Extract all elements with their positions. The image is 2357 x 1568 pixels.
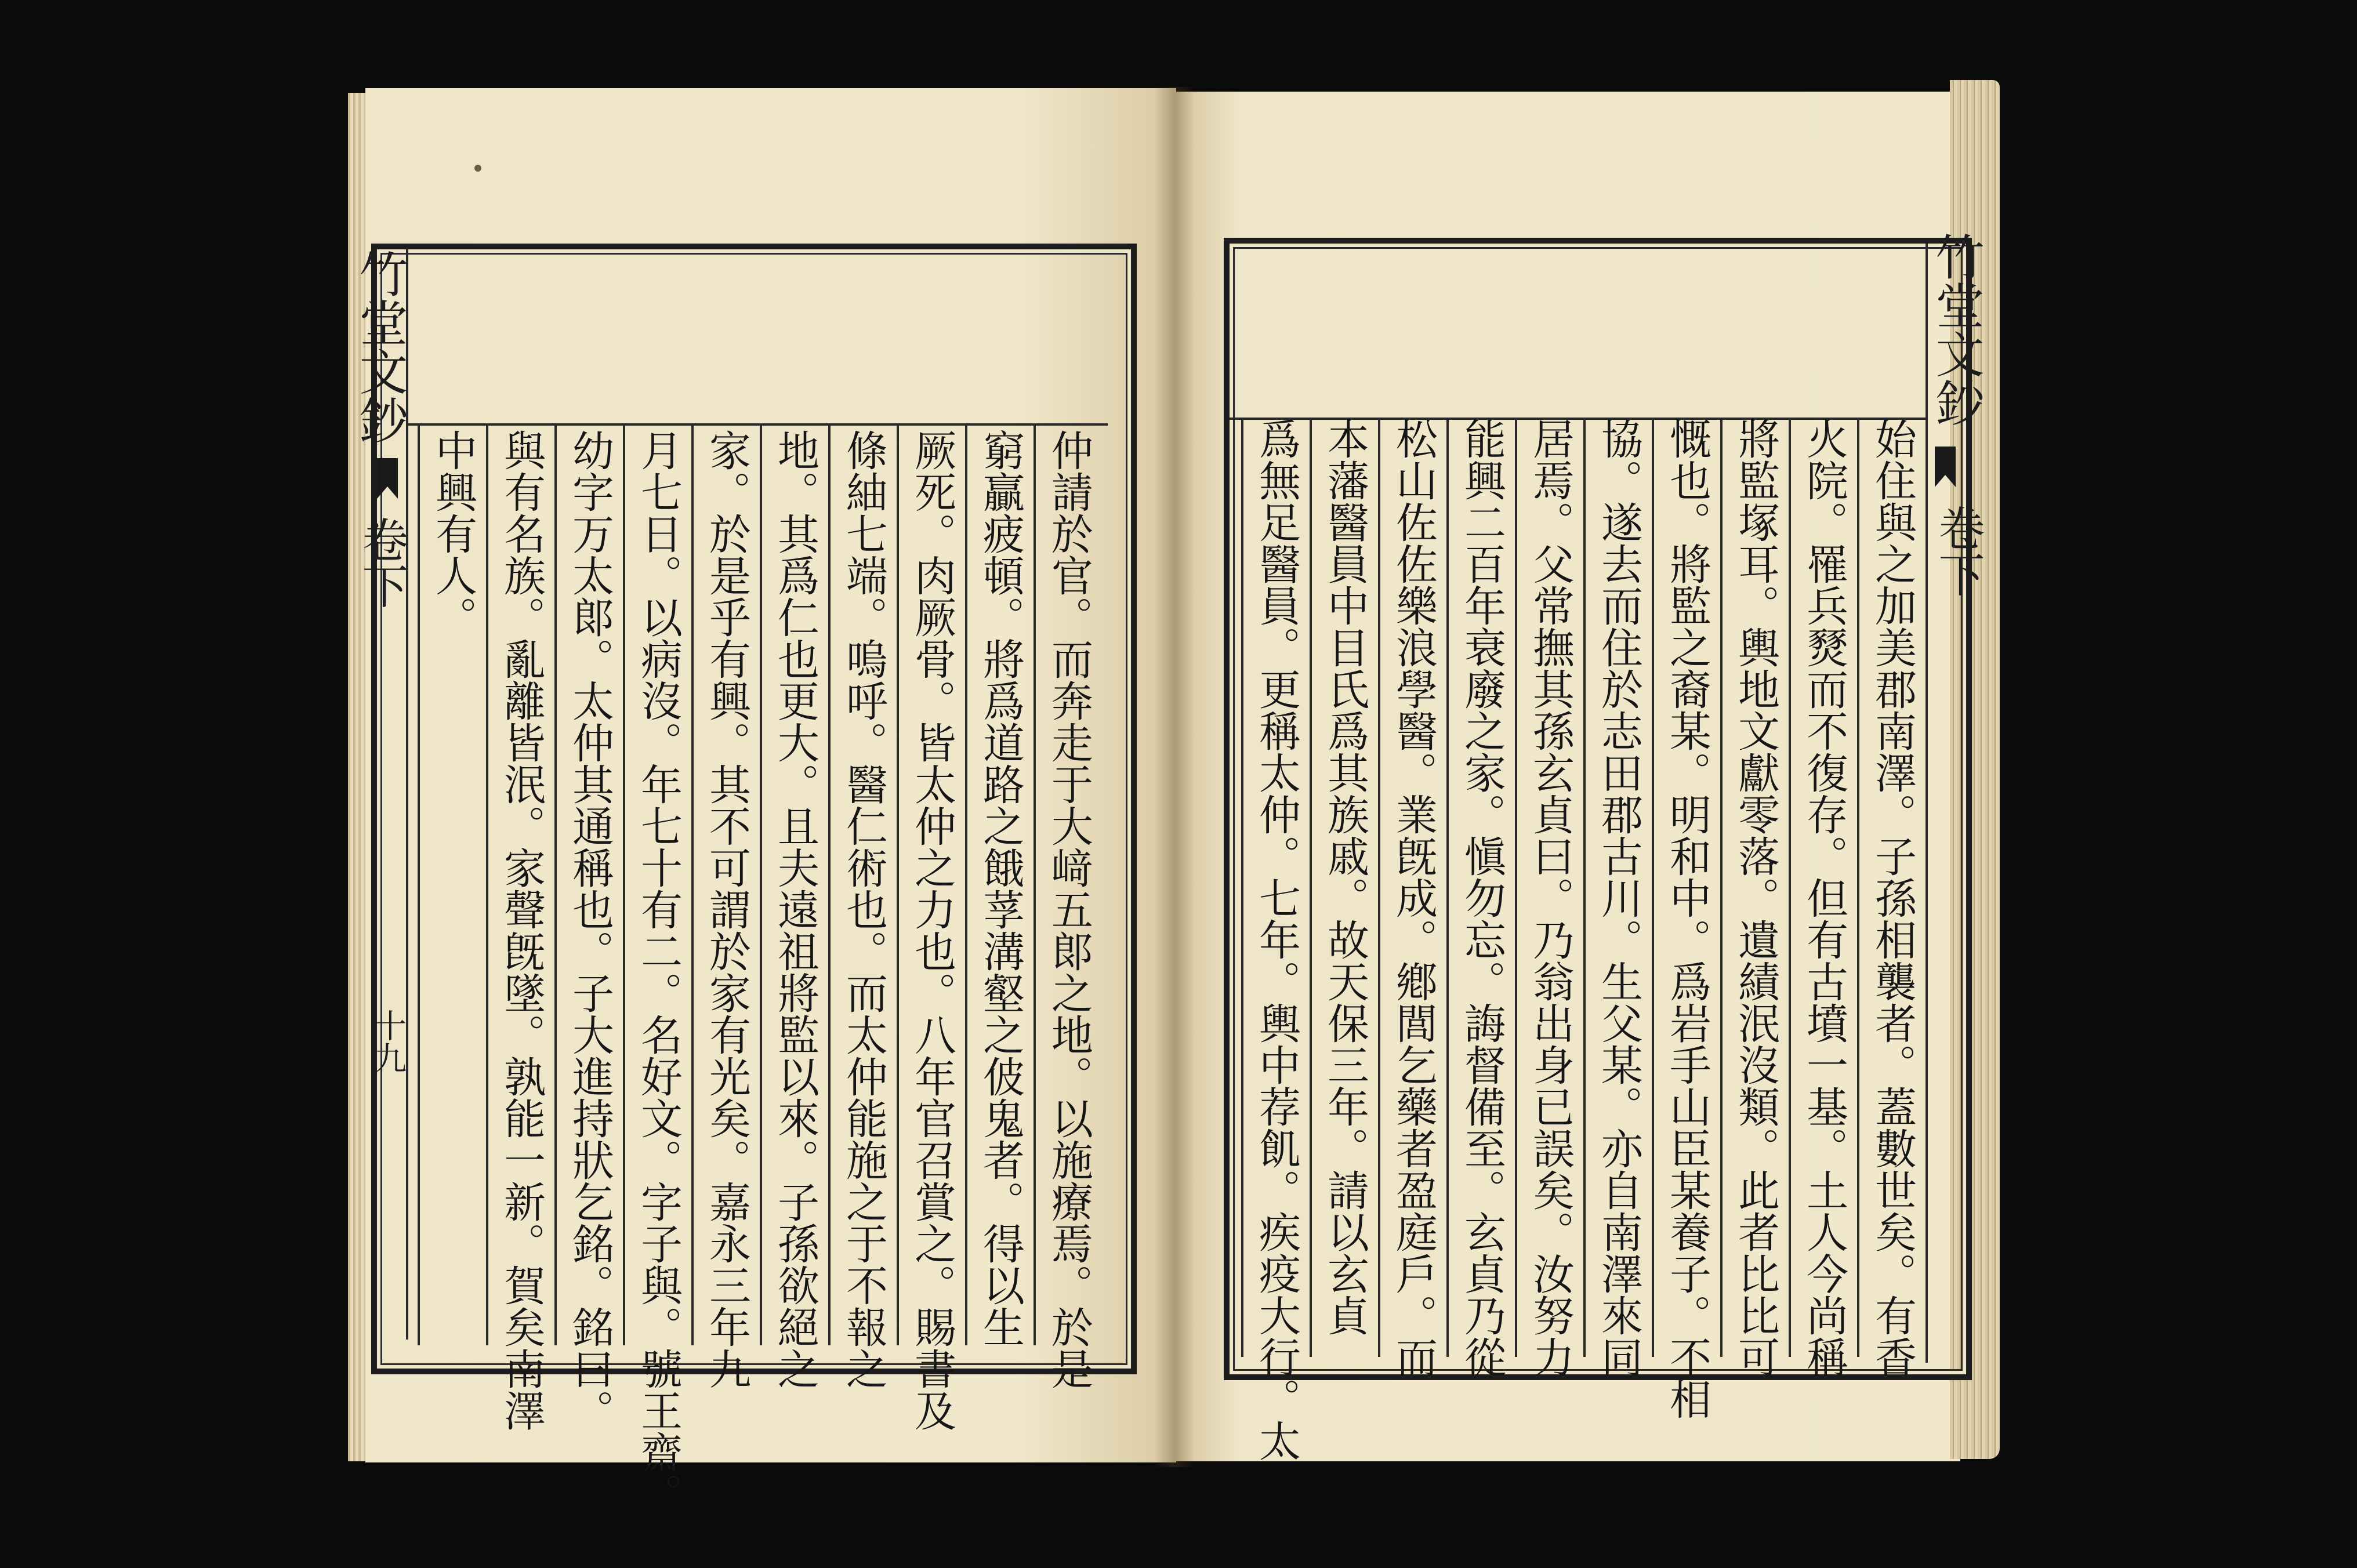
right-text-column: 協。遂去而住於志田郡古川。生父某。亦自南澤來同 — [1594, 418, 1643, 1378]
left-text-column: 仲請於官。而奔走于大﨑五郞之地。以施療焉。於是 — [1045, 429, 1093, 1389]
left-column-rule — [554, 423, 557, 1345]
paper-spot — [474, 165, 481, 172]
right-column-rule — [1310, 418, 1312, 1357]
left-column-rule — [418, 423, 420, 1345]
left-text-column: 中興有人。 — [429, 429, 477, 638]
right-text-column: 始住與之加美郡南澤。子孫相襲者。蓋數世矣。有香 — [1868, 418, 1917, 1378]
left-text-column: 條紬七端。嗚呼。醫仁術也。而太仲能施之于不報之 — [839, 429, 888, 1389]
left-text-column: 厥死。肉厥骨。皆太仲之力也。八年官召賞之。賜書及 — [908, 429, 956, 1431]
right-text-column: 能興二百年衰廢之家。愼勿忘。誨督備至。玄貞乃從 — [1457, 418, 1506, 1378]
left-column-rule — [623, 423, 625, 1345]
right-text-column: 火院。罹兵燹而不復存。但有古墳一基。土人今尚稱 — [1800, 418, 1848, 1378]
left-fold-volume: 卷下 — [354, 516, 408, 609]
right-column-rule — [1789, 418, 1791, 1357]
left-column-rule — [486, 423, 488, 1345]
right-text-column: 將監塚耳。輿地文獻零落。遺績泯沒類。此者比比可 — [1731, 418, 1780, 1378]
right-text-column: 本藩醫員中目氏爲其族戚。故天保三年。請以玄貞 — [1321, 418, 1369, 1336]
right-column-rule — [1720, 418, 1723, 1357]
right-column-rule — [1241, 418, 1243, 1357]
left-column-rule — [760, 423, 762, 1345]
left-text-column: 窮贏疲頓。將爲道路之餓莩溝壑之佊鬼者。得以生 — [976, 429, 1025, 1348]
right-text-column: 居焉。父常撫其孫玄貞曰。乃翁出身已誤矣。汝努力 — [1526, 418, 1575, 1378]
left-text-column: 幼字万太郞。太仲其通稱也。子大進持狀乞銘。銘曰。 — [565, 429, 614, 1431]
right-fold-volume: 卷下 — [1931, 504, 1985, 597]
right-column-rule — [1378, 418, 1380, 1357]
left-column-rule — [1034, 423, 1036, 1345]
left-column-rule — [828, 423, 831, 1345]
right-column-rule — [1857, 418, 1859, 1357]
left-column-rule — [965, 423, 967, 1345]
right-column-rule — [1446, 418, 1449, 1357]
left-header-box — [406, 249, 1108, 426]
left-text-column: 地。其爲仁也更大。且夫遠祖將監以來。子孫欲絕之 — [771, 429, 819, 1389]
right-header-box — [1230, 244, 1926, 420]
left-column-rule — [897, 423, 899, 1345]
right-column-rule — [1583, 418, 1586, 1357]
left-fold-title: 竹堂文鈔 — [351, 249, 408, 444]
right-text-column: 慨也。將監之裔某。明和中。爲岩手山臣某養子。不相 — [1663, 418, 1711, 1420]
left-text-column: 月七日。以病沒。年七十有二。名好文。字子與。號王齋。 — [634, 429, 683, 1515]
book-gutter — [1154, 87, 1195, 1467]
right-text-column: 爲無足醫員。更稱太仲。七年。輿中荐飢。疾疫大行。太 — [1252, 418, 1301, 1461]
right-fold-title: 竹堂文鈔 — [1928, 232, 1985, 427]
left-text-column: 與有名族。亂離皆泯。家聲旣墜。孰能一新。賀矣南澤 — [497, 429, 546, 1431]
right-text-column: 松山佐佐樂浪學醫。業旣成。鄕閭乞藥者盈庭戶。而 — [1389, 418, 1438, 1378]
left-text-column: 家。於是乎有興。其不可謂於家有光矣。嘉永三年九 — [702, 429, 751, 1389]
left-column-rule — [691, 423, 694, 1345]
right-column-rule — [1515, 418, 1517, 1357]
right-column-rule — [1652, 418, 1654, 1357]
folio-number: 十九 — [369, 1009, 407, 1074]
